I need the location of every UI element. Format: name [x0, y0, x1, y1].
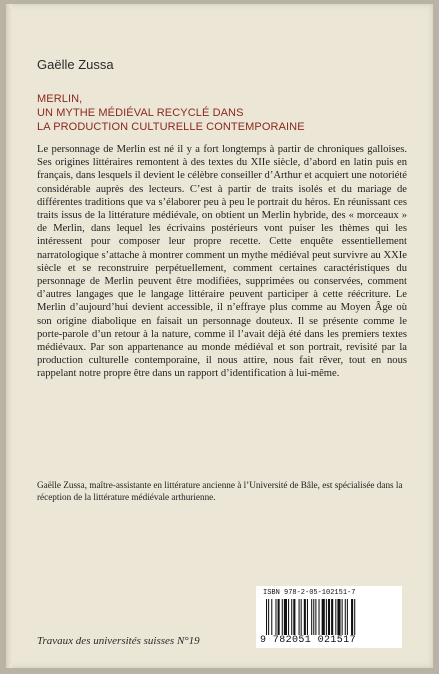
series-name: Travaux des universités suisses N°19	[37, 635, 200, 647]
title-line-1: MERLIN,	[37, 93, 83, 105]
barcode-label	[256, 586, 402, 648]
spine-edge	[6, 4, 12, 668]
title-line-2: UN MYTHE MÉDIÉVAL RECYCLÉ DANS	[37, 107, 244, 119]
author-bio: Gaëlle Zussa, maître-assistante en littérature ancienne à l’Université de Bâle, est spécialisée dans la réception de la littérature médiévale arthurienne.	[37, 480, 403, 502]
isbn-number: ISBN 978-2-05-102151-7	[263, 589, 356, 597]
title-line-3: LA PRODUCTION CULTURELLE CONTEMPORAINE	[37, 121, 305, 133]
blurb-paragraph: Le personnage de Merlin est né il y a fort longtemps à partir de chroniques galloises. Ses origines littéraires remontent à des textes du XIIe siècle, d’abord en latin puis en français, dans lesquels il devient le célèbre conseiller d’Arthur et acquiert une notoriété considérable auprès des lecteurs. C’est à partir de traits isolés et du mariage de différentes traditions que va s’élaborer peu à peu le portrait du héros. En réunissant ces traits issus de la littérature médiévale, on obtient un Merlin hybride, des « morceaux » de Merlin, dans lequel les écrivains postérieurs vont puiser les thèmes qui les intéressent pour composer leur propre recette. Cette enquête essentiellement narratologique s’attache à montrer comment un mythe médiéval peut survivre au XXIe siècle et se reconstruire perpétuellement, comment certaines caractéristiques du personnage de Merlin peuvent être modifiées, supprimées ou conservées, comment d’autres langages que le langage littéraire peuvent participer à cette réécriture. Le Merlin d’aujourd’hui devient accessible, il n’effraye plus comme au Moyen Âge où son origine diabolique en faisait un personnage douteux. Il se présente comme le porte-parole d’un retour à la nature, comme il l’avait déjà été dans les premiers textes médiévaux. Par son appartenance au monde médiéval et son portrait, revisité par la production culturelle contemporaine, il nous attire, nous fait rêver, tout en nous rappelant notre propre être dans un rapport d’identification à lui-même.	[37, 144, 407, 380]
book-title	[37, 92, 305, 134]
barcode-digits: 9 782051 021517	[260, 635, 357, 646]
barcode-icon	[266, 599, 392, 635]
book-back-cover	[6, 4, 433, 668]
author-name: Gaëlle Zussa	[37, 57, 114, 72]
blurb	[37, 143, 407, 381]
